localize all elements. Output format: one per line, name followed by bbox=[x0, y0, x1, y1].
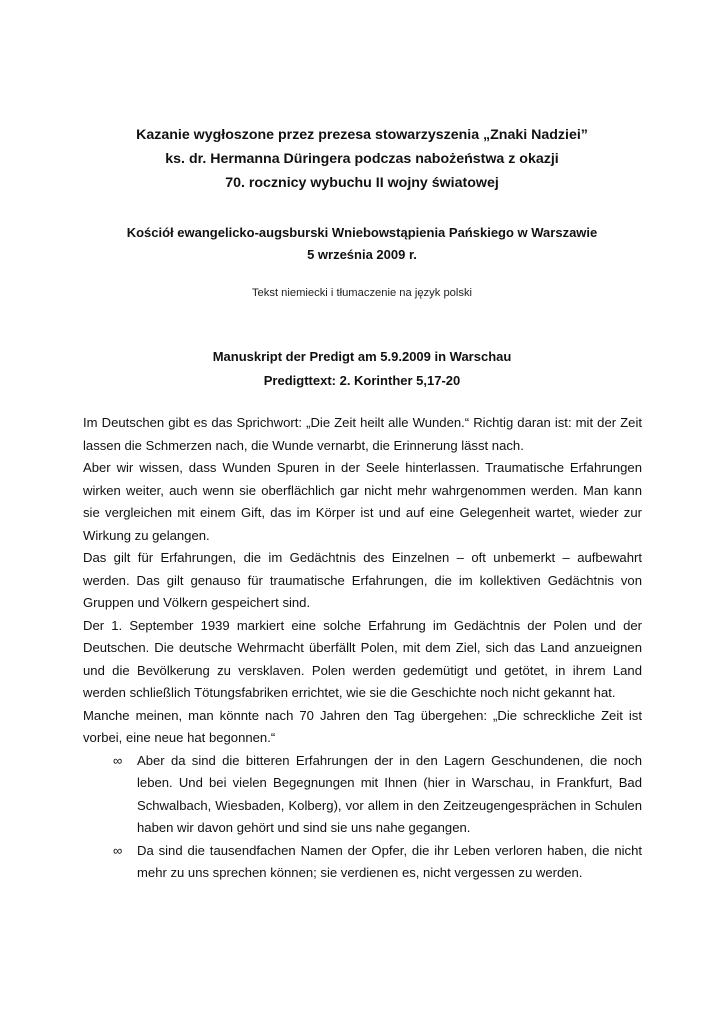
church-name: Kościół ewangelicko-augsburski Wniebowstąpienia Pańskiego w Warszawie bbox=[126, 225, 598, 240]
body-paragraph: Manche meinen, man könnte nach 70 Jahren den Tag übergehen: „Die schreckliche Zeit ist vorbei, eine neue hat begonnen.“ bbox=[83, 707, 642, 745]
manuscript-subheading: Predigttext: 2. Korinther 5,17-20 bbox=[263, 373, 461, 388]
manuscript-heading: Manuskript der Predigt am 5.9.2009 in Warschau bbox=[212, 349, 512, 364]
list-item-text: Da sind die tausendfachen Namen der Opfer, die ihr Leben verloren haben, die nicht mehr zu uns sprechen können; sie verdienen es, nicht vergessen zu werden. bbox=[137, 842, 642, 880]
sermon-body bbox=[83, 412, 642, 885]
infinity-bullet-icon: ∞ bbox=[113, 842, 123, 858]
list-item bbox=[83, 840, 642, 885]
church-info bbox=[0, 222, 724, 266]
list-item-text: Aber da sind die bitteren Erfahrungen der in den Lagern Geschundenen, die noch leben. Und bei vielen Begegnungen mit Ihnen (hier in Warschau, in Frankfurt, Bad Schwalbach, Wiesbaden, Kolberg), vor allem in den Zeitzeugengesprächen in Schulen haben wir davon gehört und sind sie uns nahe gegangen. bbox=[137, 752, 642, 835]
body-paragraph: Das gilt für Erfahrungen, die im Gedächtnis des Einzelnen – oft unbemerkt – aufbewahrt werden. Das gilt genauso für traumatische Erfahrungen, die im kollektiven Gedächtnis von Gruppen und Völkern gespeichert sind. bbox=[83, 550, 642, 610]
sermon-date: 5 września 2009 r. bbox=[307, 247, 417, 262]
body-paragraph: Im Deutschen gibt es das Sprichwort: „Die Zeit heilt alle Wunden.“ Richtig daran ist: mit der Zeit lassen die Schmerzen nach, die Wunde vernarbt, die Erinnerung lässt nach. bbox=[83, 415, 642, 453]
sermon-title bbox=[0, 123, 724, 195]
body-paragraph: Aber wir wissen, dass Wunden Spuren in der Seele hinterlassen. Traumatische Erfahrungen wirken weiter, auch wenn sie oberflächlich gar nicht mehr wahrgenommen werden. Man kann sie vergleichen mit einem Gift, das im Körper ist und auf eine Gelegenheit wartet, wieder zur Wirkung zu gelangen. bbox=[83, 460, 642, 543]
infinity-bullet-icon: ∞ bbox=[113, 752, 123, 768]
list-item bbox=[83, 750, 642, 840]
title-line-2: ks. dr. Hermanna Düringera podczas nabożeństwa z okazji bbox=[165, 151, 559, 167]
bullet-list bbox=[83, 750, 642, 885]
body-paragraph: Der 1. September 1939 markiert eine solche Erfahrung im Gedächtnis der Polen und der Deutschen. Die deutsche Wehrmacht überfällt Polen, mit dem Ziel, sich das Land anzueignen und die Bevölkerung zu versklaven. Polen werden gedemütigt und getötet, in ihrem Land werden schließlich Tötungsfabriken errichtet, wie sie die Geschichte noch nicht gekannt hat. bbox=[83, 617, 642, 700]
translation-note: Tekst niemiecki i tłumaczenie na język polski bbox=[251, 287, 473, 299]
manuscript-heading-block bbox=[0, 345, 724, 393]
title-line-1: Kazanie wygłoszone przez prezesa stowarzyszenia „Znaki Nadziei” bbox=[136, 127, 588, 143]
title-line-3: 70. rocznicy wybuchu II wojny światowej bbox=[225, 175, 499, 191]
